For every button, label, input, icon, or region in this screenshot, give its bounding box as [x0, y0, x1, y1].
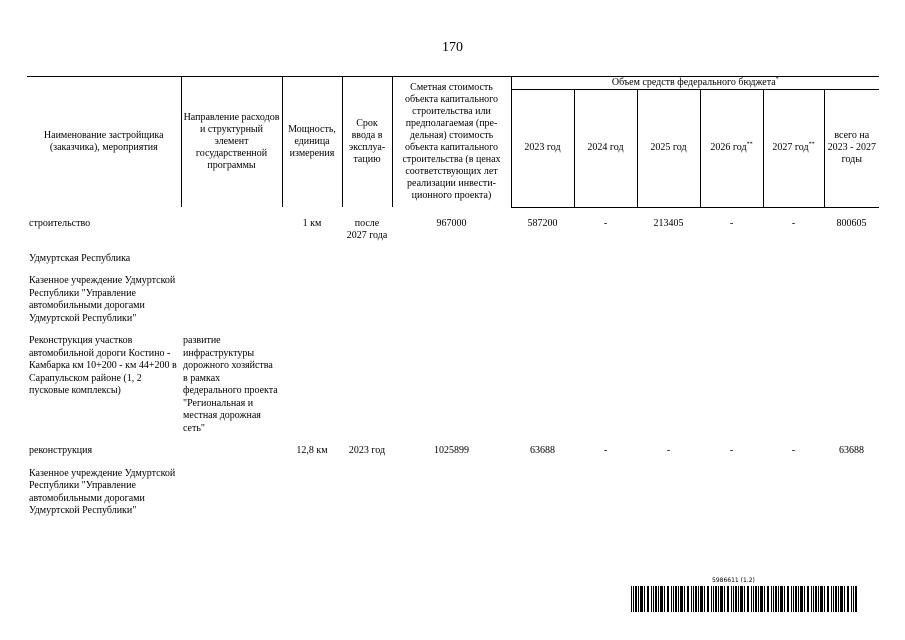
row-term: 2023 год	[348, 445, 386, 456]
row-year-value: -	[791, 445, 796, 456]
budget-table	[27, 76, 879, 518]
header-year: 2026 год**	[700, 90, 763, 208]
row-name: строительство	[29, 217, 91, 229]
project-name: Реконструкция участков автомобильной дороги Костино - Камбарка км 10+200 - км 44+200 в Сарапульском районе (1, 2 пусковые комплексы)	[29, 335, 177, 396]
row-year-value: -	[729, 217, 734, 229]
row-direction	[181, 445, 282, 458]
row-direction: развитие инфраструктуры дорожного хозяйства в рамках федерального проекта "Региональная и местная дорожная сеть"	[183, 335, 278, 434]
row-name: реконструкция	[29, 445, 93, 456]
organization-name: Казенное учреждение Удмуртской Республики "Управление автомобильными дорогами Удмуртской Республики"	[29, 275, 176, 324]
header-cost: Сметная стоимость объекта капитального строительства или предполагаемая (пре-дельная) стоимость объекта капитального строительства (в ценах соответствующих лет реализации инвести-ционного проекта)	[392, 77, 511, 208]
row-cost: 1025899	[434, 445, 469, 456]
row-year-value: -	[603, 445, 608, 456]
table-row	[27, 335, 879, 435]
row-capacity: 1 км	[302, 217, 322, 229]
row-year-value: -	[729, 445, 734, 456]
barcode-image	[631, 586, 857, 612]
header-year: 2024 год	[574, 90, 637, 208]
page-number: 170	[442, 40, 463, 55]
header-total: всего на 2023 - 2027 годы	[824, 90, 879, 208]
table-row	[27, 218, 879, 243]
organization-name: Казенное учреждение Удмуртской Республики "Управление автомобильными дорогами Удмуртской Республики"	[29, 467, 176, 516]
header-year: 2027 год**	[763, 90, 824, 208]
row-year-value: -	[791, 217, 796, 229]
row-total: 63688	[839, 445, 865, 456]
header-name: Наименование застройщика (заказчика), мероприятия	[27, 77, 181, 208]
header-year: 2025 год	[637, 90, 700, 208]
document-id: 5986611 (1.2)	[712, 577, 755, 584]
row-capacity: 12,8 км	[296, 445, 328, 456]
table-row	[27, 445, 879, 458]
row-term: после 2027 года	[346, 217, 388, 241]
region-name: Удмуртская Республика	[29, 252, 131, 264]
row-total: 800605	[836, 217, 867, 229]
row-cost: 967000	[436, 217, 467, 229]
header-term: Срок ввода в эксплуа-тацию	[342, 77, 392, 208]
row-year-value: 587200	[527, 217, 558, 229]
row-year-value: -	[666, 445, 671, 456]
row-year-value: 63688	[530, 445, 555, 456]
table-row	[27, 468, 879, 518]
header-direction: Направление расходов и структурный элемент государственной программы	[181, 77, 282, 208]
row-direction	[181, 218, 282, 243]
table-row	[27, 275, 879, 325]
row-year-value: -	[603, 217, 608, 229]
table-row	[27, 253, 879, 266]
row-year-value: 213405	[653, 217, 684, 229]
header-capacity: Мощность, единица измерения	[282, 77, 342, 208]
header-year: 2023 год	[511, 90, 574, 208]
header-federal-group: Объем средств федерального бюджета*	[511, 77, 879, 90]
